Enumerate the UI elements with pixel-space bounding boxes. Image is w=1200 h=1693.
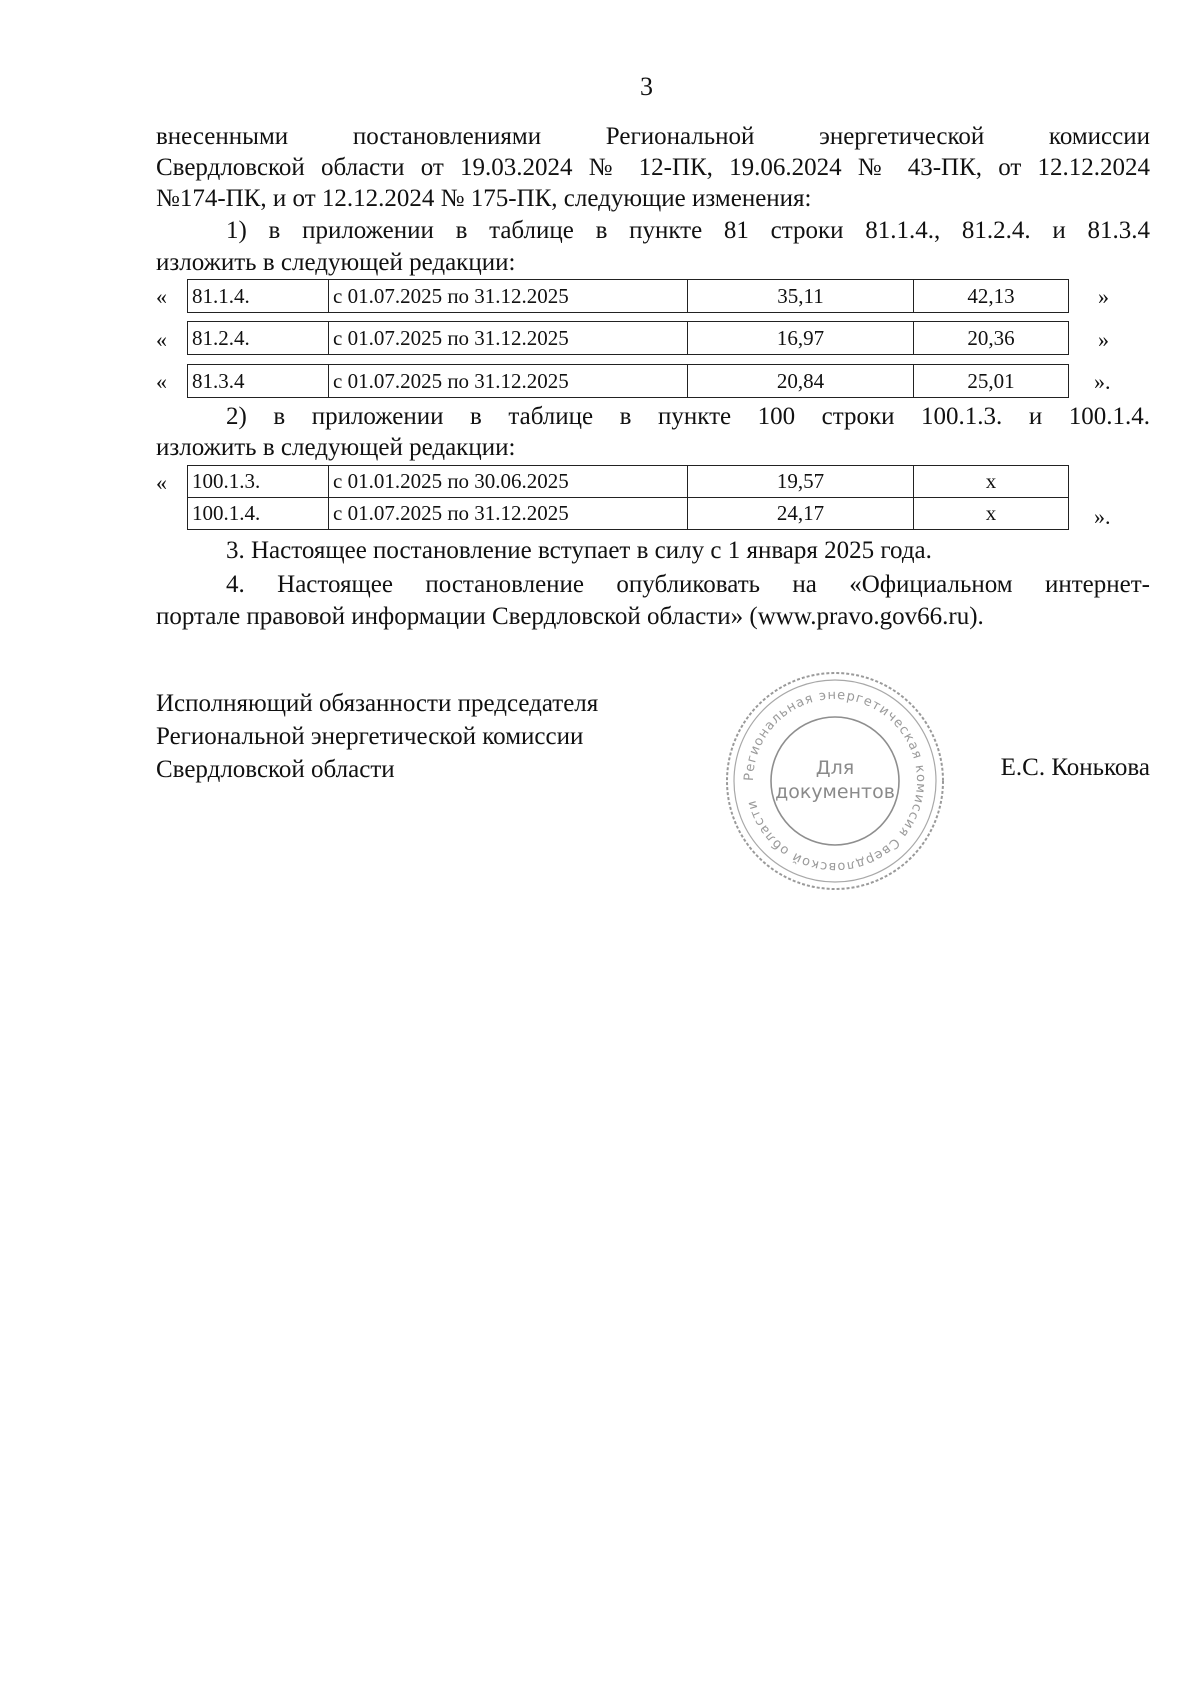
- table1-row-1-value1: 35,11: [688, 280, 914, 313]
- close-quote: »: [1098, 327, 1109, 352]
- item-2-line-1: 2) в приложении в таблице в пункте 100 строки 100.1.3. и 100.1.4.: [226, 403, 1150, 430]
- table1-row-2-value1: 16,97: [688, 322, 914, 355]
- item-2-line-2: изложить в следующей редакции:: [156, 434, 516, 461]
- table1-row-3-period: с 01.07.2025 по 31.12.2025: [329, 365, 688, 398]
- open-quote: «: [156, 369, 167, 394]
- table1-row-2-period: с 01.07.2025 по 31.12.2025: [329, 322, 688, 355]
- open-quote: «: [156, 470, 167, 495]
- table1-row-2-code: 81.2.4.: [188, 322, 329, 355]
- body-line-1: внесенными постановлениями Региональной энергетической комиссии: [156, 123, 1150, 150]
- close-quote-final: ».: [1094, 369, 1111, 394]
- table2-row-2-period: с 01.07.2025 по 31.12.2025: [329, 498, 688, 530]
- table1-row-1: [187, 279, 1069, 313]
- table1-row-3-code: 81.3.4: [188, 365, 329, 398]
- seal-ring-text: Региональная энергетическая комиссия Свердловской области: [741, 687, 929, 875]
- close-quote: »: [1098, 284, 1109, 309]
- table2-row-2-value2: x: [914, 498, 1069, 530]
- table2-row-1-value1: 19,57: [688, 466, 914, 498]
- table1-row-1-code: 81.1.4.: [188, 280, 329, 313]
- close-quote-final: ».: [1094, 504, 1111, 529]
- seal-center-line-2: документов: [775, 781, 895, 803]
- signer-position-line-1: Исполняющий обязанности председателя: [156, 690, 599, 717]
- table2: [187, 465, 1069, 530]
- table1-row-2-value2: 20,36: [914, 322, 1069, 355]
- item-1-line-2: изложить в следующей редакции:: [156, 249, 516, 276]
- table1-row-2: [187, 321, 1069, 355]
- table2-row-2-code: 100.1.4.: [188, 498, 329, 530]
- signer-position-line-2: Региональной энергетической комиссии: [156, 723, 584, 750]
- table2-row-2: [188, 498, 1069, 530]
- signer-position-line-3: Свердловской области: [156, 756, 395, 783]
- table1-row-3-value1: 20,84: [688, 365, 914, 398]
- table2-row-1: [188, 466, 1069, 498]
- table1-row-3: [187, 364, 1069, 398]
- official-seal-stamp: [722, 668, 948, 894]
- item-4-line-2: портале правовой информации Свердловской области» (www.pravo.gov66.ru).: [156, 603, 984, 630]
- table2-row-1-period: с 01.01.2025 по 30.06.2025: [329, 466, 688, 498]
- body-line-3: №174-ПК, и от 12.12.2024 № 175-ПК, следующие изменения:: [156, 185, 812, 212]
- item-4-line-1: 4. Настоящее постановление опубликовать на «Официальном интернет-: [226, 571, 1150, 598]
- body-line-2: Свердловской области от 19.03.2024 № 12-ПК, 19.06.2024 № 43-ПК, от 12.12.2024: [156, 154, 1150, 181]
- open-quote: «: [156, 327, 167, 352]
- open-quote: «: [156, 284, 167, 309]
- table2-row-2-value1: 24,17: [688, 498, 914, 530]
- table2-row-1-code: 100.1.3.: [188, 466, 329, 498]
- signer-name: Е.С. Конькова: [1000, 754, 1150, 781]
- table2-row-1-value2: x: [914, 466, 1069, 498]
- page-number: 3: [640, 72, 653, 101]
- table1-row-1-period: с 01.07.2025 по 31.12.2025: [329, 280, 688, 313]
- item-1-line-1: 1) в приложении в таблице в пункте 81 строки 81.1.4., 81.2.4. и 81.3.4: [226, 217, 1150, 244]
- seal-center-line-1: Для: [815, 757, 855, 779]
- table1-row-1-value2: 42,13: [914, 280, 1069, 313]
- table1-row-3-value2: 25,01: [914, 365, 1069, 398]
- item-3: 3. Настоящее постановление вступает в силу с 1 января 2025 года.: [226, 537, 932, 564]
